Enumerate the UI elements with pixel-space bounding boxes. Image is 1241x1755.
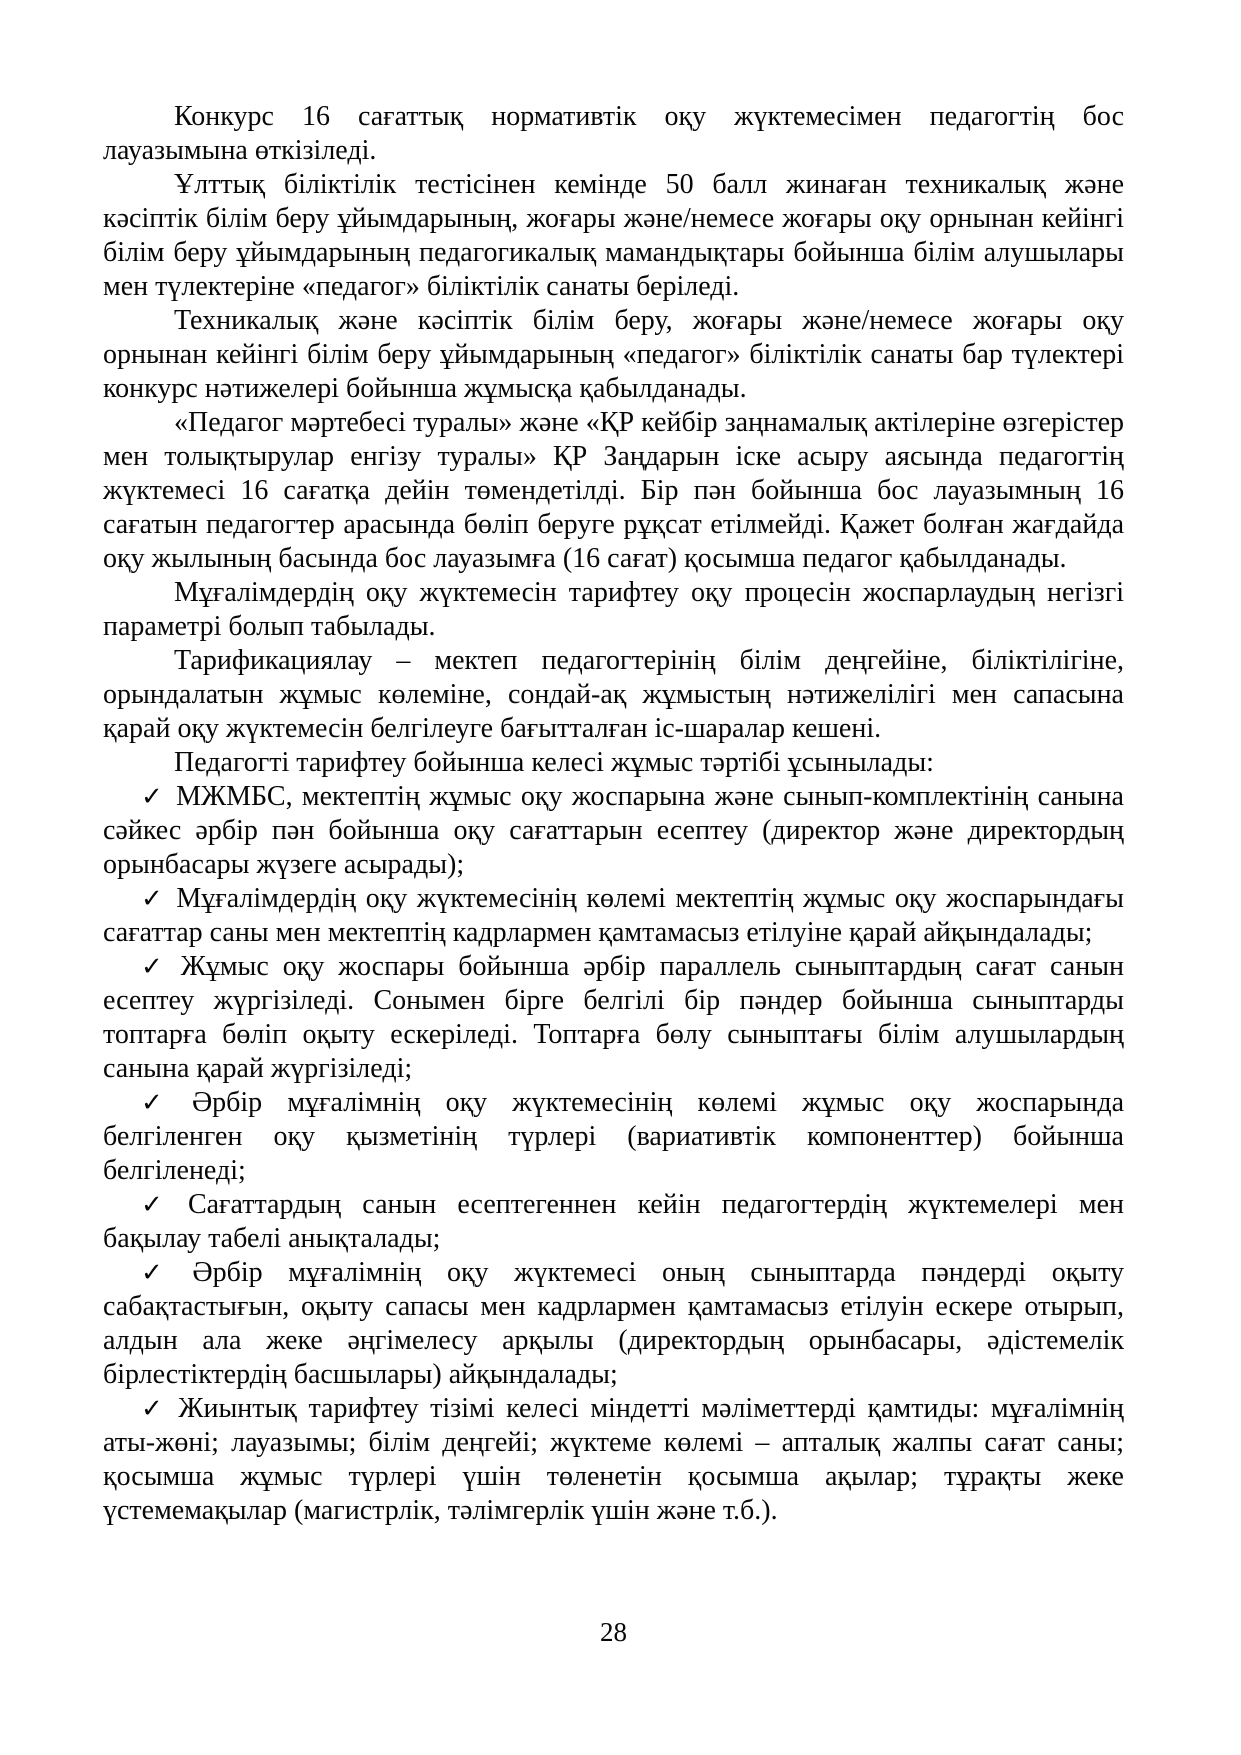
checkmark-icon: ✓ — [141, 952, 170, 982]
bullet-text: Жұмыс оқу жоспары бойынша әрбір параллель сыныптардың сағат санын есептеу жүргізіледі. Сонымен бірге белгілі бір пәндер бойынша сыныптарды топтарға бөліп оқыту ескеріледі. Топтарға бөлу сыныптағы білім алушылардың санына қарай жүргізіледі; — [103, 951, 1124, 1084]
document-body-text — [103, 100, 1124, 1528]
bullet-item — [103, 1392, 1124, 1528]
paragraph: Конкурс 16 сағаттық нормативтік оқу жүктемесімен педагогтің бос лауазымына өткізіледі. — [103, 101, 1124, 166]
checkmark-icon: ✓ — [141, 782, 166, 812]
page-number: 28 — [600, 1617, 627, 1647]
paragraph: Техникалық және кәсіптік білім беру, жоғары және/немесе жоғары оқу орнынан кейінгі білім беру ұйымдарының «педагог» біліктілік санаты бар түлектері конкурс нәтижелері бойынша жұмысқа қабылданады. — [103, 305, 1124, 404]
paragraph: Тарификациялау – мектеп педагогтерінің білім деңгейіне, біліктілігіне, орындалатын жұмыс көлеміне, сондай-ақ жұмыстың нәтижелілігі мен сапасына қарай оқу жүктемесін белгілеуге бағытталған іс-шаралар кешені. — [103, 645, 1124, 744]
bullet-text: Әрбір мұғалімнің оқу жүктемесінің көлемі жұмыс оқу жоспарында белгіленген оқу қызметінің түрлері (вариативтік компоненттер) бойынша белгіленеді; — [103, 1087, 1124, 1186]
checkmark-icon: ✓ — [141, 884, 166, 914]
checkmark-icon: ✓ — [141, 1258, 182, 1288]
bullet-text: Мұғалімдердің оқу жүктемесінің көлемі мектептің жұмыс оқу жоспарындағы сағаттар саны мен мектептің кадрлармен қамтамасыз етілуіне қарай айқындалады; — [103, 883, 1124, 948]
bullet-text: Сағаттардың санын есептегеннен кейін педагогтердің жүктемелері мен бақылау табелі анықталады; — [103, 1189, 1124, 1254]
checkmark-icon: ✓ — [141, 1394, 168, 1424]
bullet-item — [103, 1256, 1124, 1392]
bullet-text: Жиынтық тарифтеу тізімі келесі міндетті мәліметтерді қамтиды: мұғалімнің аты-жөні; лауазымы; білім деңгейі; жүктеме көлемі – апталық жалпы сағат саны; қосымша жұмыс түрлері үшін төленетін қосымша ақылар; тұрақты жеке үстемемақылар (магистрлік, тәлімгерлік үшін және т.б.). — [103, 1393, 1124, 1526]
bullet-item — [103, 1086, 1124, 1188]
paragraph: Мұғалімдердің оқу жүктемесін тарифтеу оқу процесін жоспарлаудың негізгі параметрі болып табылады. — [103, 577, 1124, 642]
paragraph: «Педагог мәртебесі туралы» және «ҚР кейбір заңнамалық актілеріне өзгерістер мен толықтырулар енгізу туралы» ҚР Заңдарын іске асыру аясында педагогтің жүктемесі 16 сағатқа дейін төмендетілді. Бір пән бойынша бос лауазымның 16 сағатын педагогтер арасында бөліп беруге рұқсат етілмейді. Қажет болған жағдайда оқу жылының басында бос лауазымға (16 сағат) қосымша педагог қабылданады. — [103, 407, 1124, 574]
bullet-item — [103, 780, 1124, 882]
paragraph: Ұлттық біліктілік тестісінен кемінде 50 балл жинаған техникалық және кәсіптік білім беру ұйымдарының, жоғары және/немесе жоғары оқу орнынан кейінгі білім беру ұйымдарының педагогикалық мамандықтары бойынша білім алушылары мен түлектеріне «педагог» біліктілік санаты беріледі. — [103, 169, 1124, 302]
checkmark-icon: ✓ — [141, 1190, 177, 1220]
bullet-text: Әрбір мұғалімнің оқу жүктемесі оның сыныптарда пәндерді оқыту сабақтастығын, оқыту сапасы мен кадрлармен қамтамасыз етілуін ескере отырып, алдын ала жеке әңгімелесу арқылы (директордың орынбасары, әдістемелік бірлестіктердің басшылары) айқындалады; — [103, 1257, 1124, 1390]
bullet-item — [103, 1188, 1124, 1256]
paragraph: Педагогті тарифтеу бойынша келесі жұмыс тәртібі ұсынылады: — [174, 747, 934, 778]
bullet-text: МЖМБС, мектептің жұмыс оқу жоспарына және сынып-комплектінің санына сәйкес әрбір пән бойынша оқу сағаттарын есептеу (директор және директордың орынбасары жүзеге асырады); — [103, 781, 1124, 880]
checkmark-icon: ✓ — [141, 1088, 181, 1118]
bullet-item — [103, 882, 1124, 950]
bullet-item — [103, 950, 1124, 1086]
